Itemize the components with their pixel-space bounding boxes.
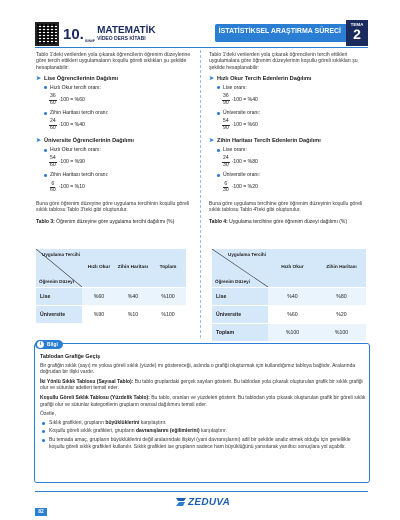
topic-title: İSTATİSTİKSEL ARAŞTIRMA SÜRECİ	[218, 28, 341, 35]
logo-text: ZEDUVA	[188, 496, 231, 508]
bullet-icon	[44, 86, 47, 89]
arrow-right-icon: ➤	[36, 76, 42, 83]
table-corner-cell	[212, 249, 268, 287]
right-intro: Tablo 1'deki verilerden yola çıkarak öğrencilerin tercih ettikleri uygulamalara göre öğrenim düzeylerinin koşullu göreli sıklıkları şu şekilde hesaplanabilir:	[209, 52, 358, 71]
bullet-icon	[217, 149, 220, 152]
table-cell: %100	[150, 306, 186, 324]
grade-number: 10.	[63, 25, 84, 43]
table-cell: %60	[82, 288, 116, 306]
list-item: Koşullu göreli sıklık grafikleri, grupların davranışlarını (eğilimlerini) karşılaştırır.	[40, 428, 366, 435]
left-section-universite: ➤ Üniversite Öğrencilerinin Dağılımı	[36, 138, 134, 145]
tema-number: 2	[353, 26, 361, 42]
row-header: Üniversite	[36, 306, 82, 324]
page-number: 82	[35, 508, 47, 516]
table-row	[36, 306, 186, 324]
bullet-icon	[42, 422, 45, 425]
right-column	[209, 52, 369, 226]
list-item: Lise oranı:	[217, 147, 369, 153]
info-summary-label: Özetle,	[40, 411, 56, 418]
info-paragraph: Bir grafiğin sıklık (sayı) mı yoksa göreli sıklık (yüzde) mı göstereceği, aslında o grafiği oluşturmak için kullandığımız tabloya bağlıdır. Aralarında doğrudan bir ilişki vardır.	[40, 362, 356, 376]
brand-title: MATEMATİK	[97, 25, 156, 36]
list-item: Üniversite oranı:	[217, 172, 369, 178]
row-header: Üniversite	[212, 306, 268, 324]
page-header	[0, 0, 400, 48]
tema-label: TEMA	[350, 22, 364, 27]
table-corner-cell	[36, 249, 82, 287]
table-4	[212, 249, 366, 342]
corner-top-label: Uygulama Tercihi	[228, 252, 266, 257]
right-section-zihin-haritasi: ➤ Zihin Haritası Tercih Edenlerin Dağılımı	[209, 138, 321, 145]
list-item: Hızlı Okur tercih oranı:	[44, 147, 196, 153]
equation: $\frac{24}{30}$ ·100 = %80	[223, 155, 258, 168]
info-tab	[35, 340, 63, 349]
row-header: Lise	[212, 288, 268, 306]
bullet-icon	[217, 86, 220, 89]
table-row	[212, 324, 366, 342]
corner-top-label: Uygulama Tercihi	[42, 252, 80, 257]
brand-subtitle: VİDEO DERS KİTABI	[97, 36, 146, 42]
tema-badge	[346, 20, 368, 46]
bullet-icon	[42, 430, 45, 433]
table-cell: %90	[82, 306, 116, 324]
table-cell: %20	[317, 306, 366, 324]
table4-title: Tablo 4: Uygulama tercihine göre öğrenim düzeyi dağılımı (%)	[209, 219, 348, 226]
list-item: Sıklık grafikleri, grupların büyüklüklerini karşılaştırır.	[40, 420, 366, 427]
list-item: Zihin Haritası tercih oranı:	[44, 172, 196, 178]
right-outro: Buna göre uygulama tercihine göre öğrenim düzeyinin koşullu göreli sıklık tablosu Tablo 4'teki gibi oluşturulur.	[209, 200, 363, 214]
corner-bottom-label: Öğrenim Düzeyi	[215, 279, 250, 284]
info-tab-label: Bilgi	[47, 342, 58, 348]
bullet-icon	[217, 112, 220, 115]
publisher-logo	[176, 495, 230, 509]
table-cell: %40	[116, 288, 150, 306]
table-cell: %100	[150, 288, 186, 306]
bullet-icon	[44, 112, 47, 115]
list-item: Hızlı Okur tercih oranı:	[44, 85, 196, 91]
equation: $\frac{6}{60}$ ·100 = %10	[50, 180, 85, 194]
table-row	[212, 306, 366, 324]
list-item: Üniversite oranı:	[217, 110, 369, 116]
arrow-right-icon: ➤	[209, 76, 215, 83]
right-section-hizli-okur: ➤ Hızlı Okur Tercih Edenlerin Dağılımı	[209, 76, 312, 83]
row-header: Lise	[36, 288, 82, 306]
table-cell: %100	[317, 324, 366, 342]
left-column	[36, 52, 196, 226]
footer-divider	[35, 491, 368, 492]
column-header: Hızlı Okur	[82, 249, 116, 288]
table-row	[36, 288, 186, 306]
equation: $\frac{24}{60}$ ·100 = %40	[50, 118, 85, 131]
left-intro: Tablo 1'deki verilerden yola çıkarak öğrencilerin öğrenim düzeylerine göre tercih ettikleri uygulamaların koşullu göreli sıklıkları şu şekilde hesaplanabilir:	[36, 52, 191, 71]
column-divider	[200, 50, 201, 338]
table3-title: Tablo 3: Öğrenim düzeyine göre uygulama tercihi dağılımı (%)	[36, 219, 175, 226]
zeduva-logo-icon	[176, 497, 186, 507]
grade-word: SINIF	[84, 38, 96, 43]
equation: $\frac{36}{90}$ ·100 = %40	[223, 93, 258, 106]
info-paragraph: Koşullu Göreli Sıklık Tablosu (Yüzdelik Tablo): Bu tablo, oranları ve yüzdeleri gösterir. Bu tablodan yola çıkarak oluşturulan grafik bir göreli sıklık grafiği olur ve sütunlar kategorilerin grupların oransal dağılımını temsil eder.	[40, 394, 366, 408]
equation: $\frac{36}{60}$ ·100 = %60	[50, 93, 85, 106]
table-cell: %60	[268, 306, 317, 324]
column-header: Toplam	[150, 249, 186, 288]
equation: $\frac{6}{30}$ ·100 = %20	[223, 180, 258, 194]
brand-logo	[63, 22, 156, 46]
column-header: Zihin Haritası	[116, 249, 150, 288]
arrow-right-icon: ➤	[36, 138, 42, 145]
left-outro: Buna göre öğrenim düzeyine göre uygulama tercihinin koşullu göreli sıklık tablosu Tablo 3'teki gibi oluşturulur.	[36, 200, 190, 214]
table-row	[212, 288, 366, 306]
list-item: Bu temada amaç, grupların büyüklüklerini değil aralarındaki ilişkiyi (yani davranışlarını) adil bir şekilde analiz etmek olduğu için genellikle koşullu göreli sıklık grafikleri kullanılır. Sıklık grafikleri ise grupların sadece ham büyüklüğünü yansıtarak yanıltıcı sonuçlara yol açabilir.	[40, 437, 366, 450]
table-cell: %10	[116, 306, 150, 324]
table-3	[36, 249, 186, 324]
info-paragraph: İki Yönlü Sıklık Tablosu (Sayısal Tablo): Bu tablo gruplardaki gerçek sayıları gösterir. Bu tablodan yola çıkarak oluşturulan grafik bir sıklık grafiği olur ve sütunlar adetleri temsil eder.	[40, 378, 363, 392]
equation: $\frac{54}{60}$ ·100 = %90	[50, 155, 85, 168]
row-header: Toplam	[212, 324, 268, 342]
info-body	[40, 354, 366, 450]
equation: $\frac{54}{90}$ ·100 = %60	[223, 118, 258, 131]
corner-bottom-label: Öğrenim Düzeyi	[39, 279, 74, 284]
info-heading: Tablodan Grafiğe Geçiş	[40, 354, 101, 360]
bullet-icon	[44, 149, 47, 152]
qr-code-icon[interactable]	[35, 22, 59, 46]
table-cell: %80	[317, 288, 366, 306]
list-item: Lise oranı:	[217, 85, 369, 91]
bullet-icon	[42, 439, 45, 442]
table-cell: %100	[268, 324, 317, 342]
left-section-lise: ➤ Lise Öğrencilerinin Dağılımı	[36, 76, 119, 83]
header-divider	[35, 47, 368, 48]
column-header: Zihin Haritası	[317, 249, 366, 288]
column-header: Hızlı Okur	[268, 249, 317, 288]
arrow-right-icon: ➤	[209, 138, 215, 145]
bullet-icon	[44, 174, 47, 177]
list-item: Zihin Haritası tercih oranı:	[44, 110, 196, 116]
table-cell: %40	[268, 288, 317, 306]
topic-banner	[215, 24, 346, 42]
info-icon: i	[37, 341, 44, 348]
bullet-icon	[217, 174, 220, 177]
